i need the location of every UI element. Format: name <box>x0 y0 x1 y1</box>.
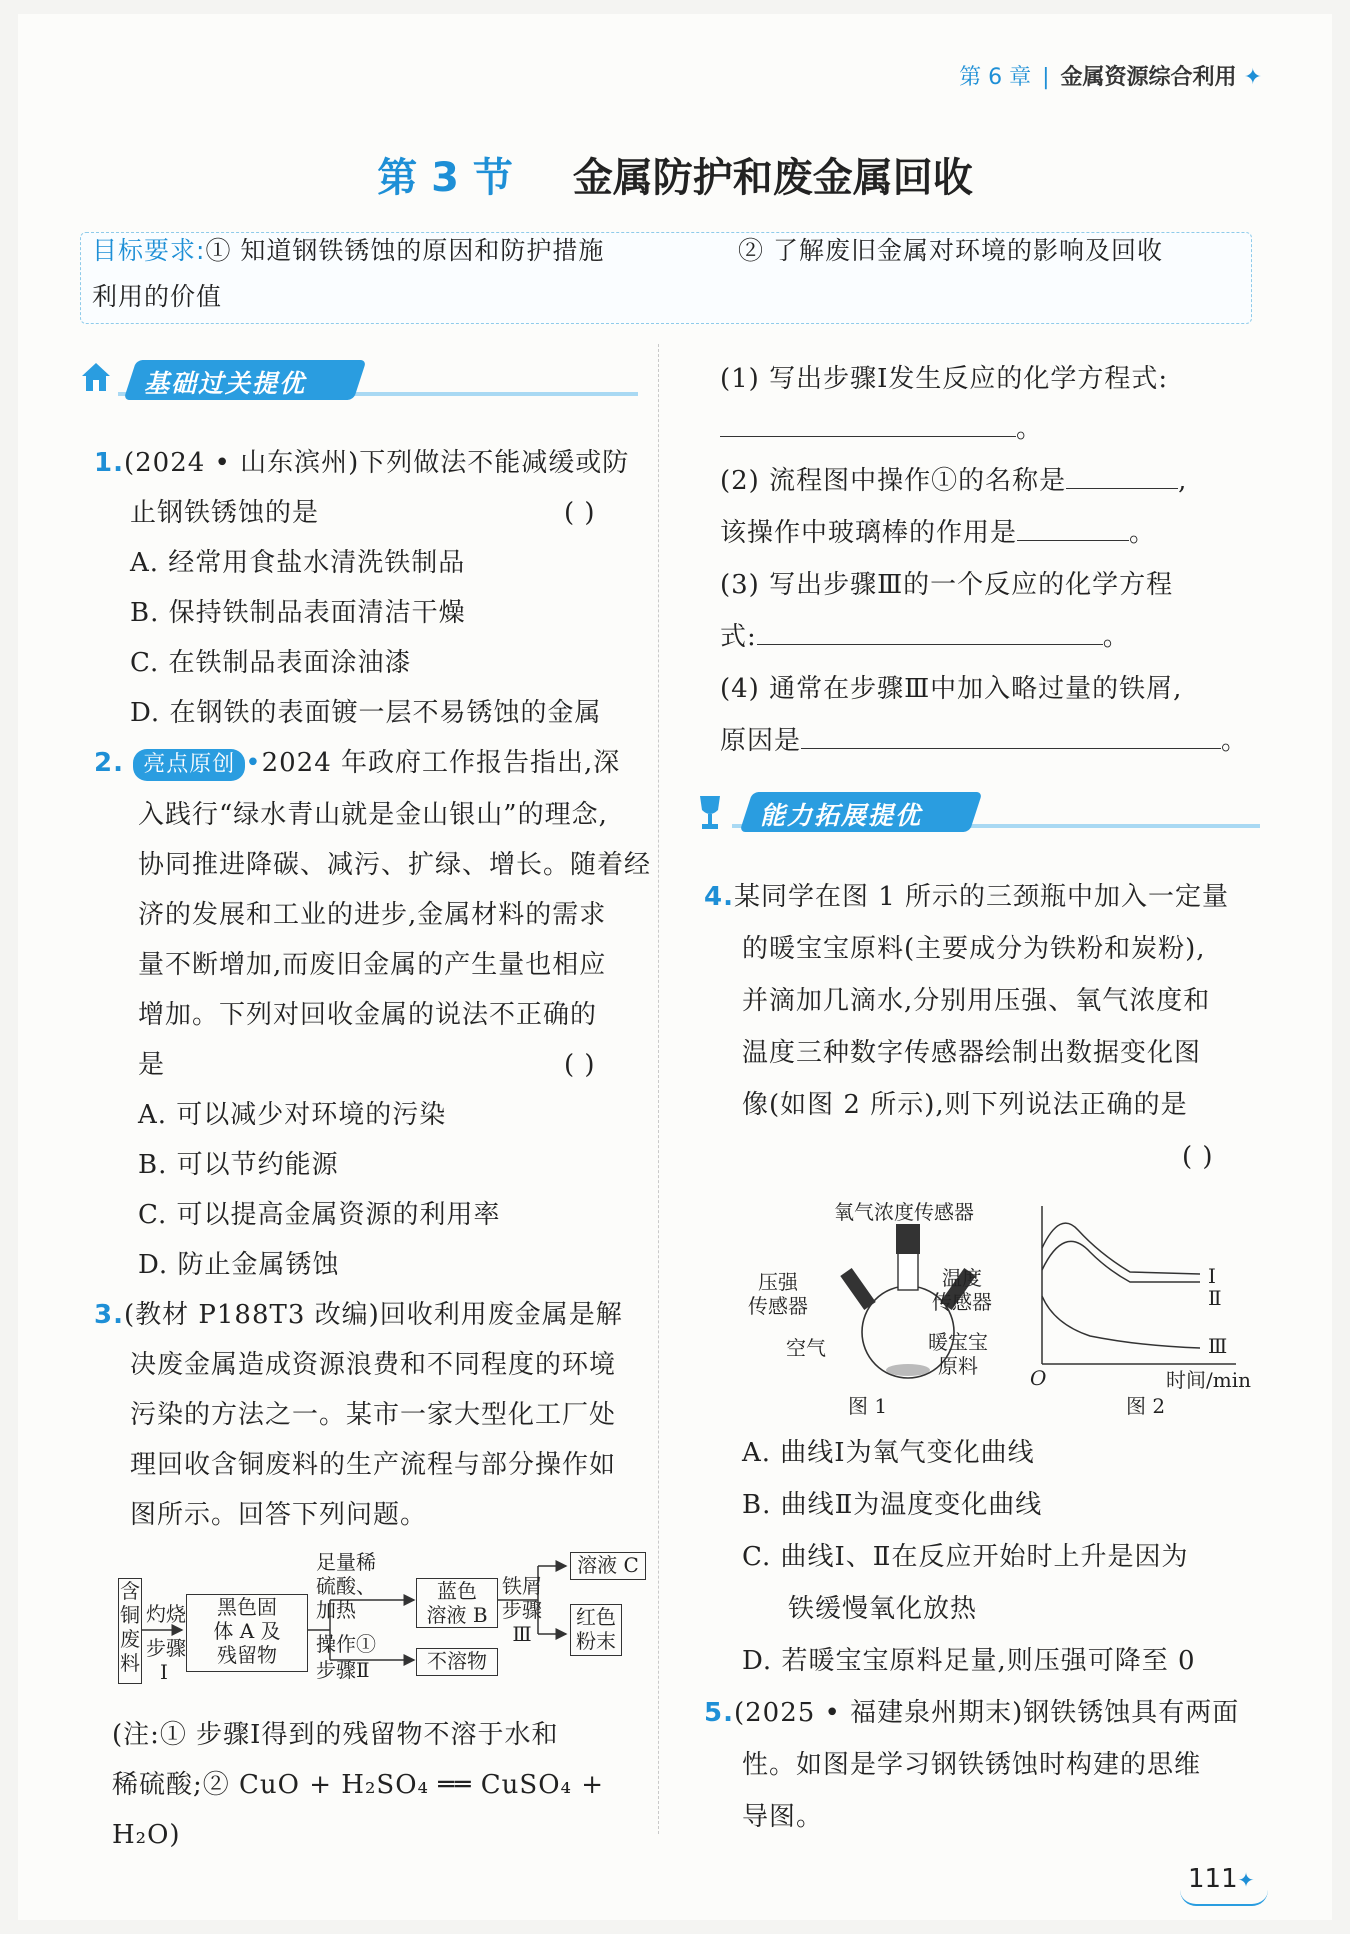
q2-line2: 入践行“绿水青山就是金山银山”的理念, <box>138 800 608 830</box>
flow-step2: 步骤Ⅱ <box>316 1658 370 1682</box>
goal-1: ① 知道钢铁锈蚀的原因和防护措施 <box>205 236 605 265</box>
q5-stem: (2025 • 福建泉州期末)钢铁锈蚀具有两面 <box>733 1698 1240 1728</box>
flow-acid <box>316 1550 376 1622</box>
original-badge: 亮点原创 <box>133 749 245 781</box>
flow-blue-solution <box>416 1578 498 1628</box>
q3-sub2-text2: 该操作中玻璃棒的作用是 <box>720 518 1018 548</box>
axis-x-label: 时间/min <box>1166 1368 1251 1392</box>
q2-number: 2. <box>94 748 124 778</box>
warm-line-1: 暖宝宝 <box>928 1330 988 1354</box>
q4-option-c: C. 曲线Ⅰ、Ⅱ在反应开始时上升是因为 <box>742 1542 1189 1572</box>
chapter-title: 金属资源综合利用 <box>1060 65 1237 90</box>
pressure-line-1: 压强 <box>758 1270 798 1294</box>
red-line-2: 粉末 <box>576 1629 616 1653</box>
q3-sub3-line1: (3) 写出步骤Ⅲ的一个反应的化学方程 <box>720 570 1174 600</box>
banner-advanced: 能力拓展提优 <box>760 801 923 830</box>
q1-option-d: D. 在钢铁的表面镀一层不易锈蚀的金属 <box>130 698 602 728</box>
flow-iron <box>502 1574 542 1646</box>
raw-char-2: 铜 <box>120 1603 140 1627</box>
q5-line3: 导图。 <box>742 1802 824 1832</box>
fig2-caption: 图 2 <box>1126 1394 1166 1418</box>
trophy-icon <box>692 792 728 832</box>
curve-label-1: Ⅰ <box>1208 1264 1216 1288</box>
q3-sub1: (1) 写出步骤Ⅰ发生反应的化学方程式: <box>720 364 1169 394</box>
q4-line1 <box>704 872 1229 922</box>
q4-line2: 的暖宝宝原料(主要成分为铁粉和炭粉), <box>742 934 1206 964</box>
q2-option-b: B. 可以节约能源 <box>138 1150 339 1180</box>
curve-label-2: Ⅱ <box>1208 1286 1222 1310</box>
q4-option-b: B. 曲线Ⅱ为温度变化曲线 <box>742 1490 1043 1520</box>
iron-line-1: 铁屑 <box>502 1574 542 1598</box>
q3-note3: H₂O) <box>112 1820 181 1850</box>
q2-line7: 是 <box>138 1050 166 1080</box>
page-number-arc <box>1180 1890 1268 1906</box>
acid-line-2: 硫酸、 <box>316 1574 376 1598</box>
q3-sub3-text: 式: <box>720 622 757 652</box>
chapter-separator: | <box>1042 65 1050 90</box>
temp-line-2: 传感器 <box>932 1290 992 1314</box>
blue-line-1: 蓝色 <box>437 1579 477 1603</box>
q3-sub4-blank[interactable] <box>801 720 1221 749</box>
temp-line-1: 温度 <box>942 1266 982 1290</box>
raw-char-1: 含 <box>120 1579 140 1603</box>
q1-option-a: A. 经常用食盐水清洗铁制品 <box>130 548 466 578</box>
q3-sub2-text: (2) 流程图中操作①的名称是 <box>720 466 1067 496</box>
q3-line1 <box>94 1290 623 1340</box>
q3-sub4-line2 <box>720 716 1248 766</box>
q1-option-c: C. 在铁制品表面涂油漆 <box>130 648 412 678</box>
axis-origin: O <box>1030 1366 1047 1390</box>
page-number-text: 111 <box>1188 1864 1238 1894</box>
q5-line2: 性。如图是学习钢铁锈蚀时构建的思维 <box>742 1750 1202 1780</box>
solid-line-1: 黑色固 <box>217 1595 277 1619</box>
flow-red-powder <box>570 1604 622 1656</box>
q3-note1: (注:① 步骤Ⅰ得到的残留物不溶于水和 <box>112 1720 559 1750</box>
chapter-header <box>959 60 1262 91</box>
q2-line4: 济的发展和工业的进步,金属材料的需求 <box>138 900 607 930</box>
q1-answer-paren: ( ) <box>564 498 596 528</box>
q3-sub2-comma: , <box>1178 466 1188 496</box>
q4-answer-paren: ( ) <box>1182 1142 1214 1172</box>
label-pressure-sensor <box>748 1270 808 1318</box>
label-temp-sensor <box>932 1266 992 1314</box>
label-warmer <box>928 1330 988 1378</box>
section-number: 第 3 节 <box>377 155 513 201</box>
q2-option-d: D. 防止金属锈蚀 <box>138 1250 340 1280</box>
q3-sub1-period: 。 <box>1016 414 1044 444</box>
chapter-number: 第 6 章 <box>959 65 1032 90</box>
q3-sub2-line1 <box>720 456 1187 506</box>
q3-sub3-blank[interactable] <box>757 616 1103 645</box>
curve-label-3: Ⅲ <box>1208 1334 1228 1358</box>
column-divider <box>658 344 659 1834</box>
acid-line-3: 加热 <box>316 1598 356 1622</box>
q3-sub1-answer <box>720 404 1043 454</box>
q3-line4: 理回收含铜废料的生产流程与部分操作如 <box>130 1450 617 1480</box>
q3-sub3-line2 <box>720 612 1130 662</box>
solid-line-2: 体 A 及 <box>213 1619 281 1643</box>
q3-sub2-period: 。 <box>1129 518 1157 548</box>
q5-line1 <box>704 1688 1239 1738</box>
section-title <box>18 146 1332 203</box>
goal-2: ② 了解废旧金属对环境的影响及回收 <box>738 236 1163 265</box>
q2-option-a: A. 可以减少对环境的污染 <box>138 1100 447 1130</box>
q4-line4: 温度三种数字传感器绘制出数据变化图 <box>742 1038 1202 1068</box>
flow-solid-a <box>186 1594 308 1672</box>
q3-sub2-line2 <box>720 508 1156 558</box>
goals-line1 <box>92 226 604 276</box>
q3-sub3-period: 。 <box>1102 622 1130 652</box>
flow-step1-top: 灼烧 <box>146 1602 186 1626</box>
q3-stem: (教材 P188T3 改编)回收利用废金属是解 <box>123 1300 623 1330</box>
label-o2-sensor: 氧气浓度传感器 <box>834 1200 974 1224</box>
pressure-line-2: 传感器 <box>748 1294 808 1318</box>
q3-sub4-text: 原因是 <box>720 726 802 756</box>
q4-number: 4. <box>704 882 734 912</box>
q4-option-d: D. 若暖宝宝原料足量,则压强可降至 0 <box>742 1646 1196 1676</box>
q3-sub2-blank2[interactable] <box>1017 512 1129 541</box>
raw-char-3: 废 <box>120 1627 140 1651</box>
q3-sub4-line1: (4) 通常在步骤Ⅲ中加入略过量的铁屑, <box>720 674 1183 704</box>
q3-note2: 稀硫酸;② CuO + H₂SO₄ ══ CuSO₄ + <box>112 1770 605 1800</box>
q2-answer-paren: ( ) <box>564 1050 596 1080</box>
q2-line6: 增加。下列对回收金属的说法不正确的 <box>138 1000 598 1030</box>
q3-sub1-blank[interactable] <box>720 408 1016 437</box>
q3-line2: 决废金属造成资源浪费和不同程度的环境 <box>130 1350 617 1380</box>
flow-operation-1: 操作① <box>316 1632 376 1656</box>
q2-line1 <box>94 738 620 788</box>
q2-line5: 量不断增加,而废旧金属的产生量也相应 <box>138 950 607 980</box>
q4-option-a: A. 曲线Ⅰ为氧气变化曲线 <box>742 1438 1035 1468</box>
flow-step1-bottom: 步骤 <box>146 1636 186 1660</box>
fig1-caption: 图 1 <box>848 1394 888 1418</box>
q2-line3: 协同推进降碳、减污、扩绿、增长。随着经 <box>138 850 652 880</box>
q1-number: 1. <box>94 448 124 478</box>
flow-insoluble: 不溶物 <box>416 1648 498 1676</box>
q4-stem: 某同学在图 1 所示的三颈瓶中加入一定量 <box>733 882 1230 912</box>
iron-line-2: 步骤 <box>502 1598 542 1622</box>
q1-line2: 止钢铁锈蚀的是 <box>130 498 320 528</box>
q4-option-c-cont: 铁缓慢氧化放热 <box>788 1594 978 1624</box>
q4-line3: 并滴加几滴水,分别用压强、氧气浓度和 <box>742 986 1211 1016</box>
flow-step1-num: Ⅰ <box>160 1660 168 1684</box>
q3-line3: 污染的方法之一。某市一家大型化工厂处 <box>130 1400 617 1430</box>
goals-line2: 利用的价值 <box>92 282 223 311</box>
q5-number: 5. <box>704 1698 734 1728</box>
goals-label: 目标要求: <box>92 236 206 265</box>
warm-line-2: 原料 <box>938 1354 978 1378</box>
solid-line-3: 残留物 <box>217 1643 277 1667</box>
q3-sub2-blank1[interactable] <box>1066 460 1178 489</box>
label-air: 空气 <box>786 1336 826 1360</box>
section-name: 金属防护和废金属回收 <box>572 155 973 201</box>
home-icon <box>78 358 114 394</box>
flow-solution-c: 溶液 C <box>570 1552 646 1580</box>
acid-line-1: 足量稀 <box>316 1550 376 1574</box>
q2-option-c: C. 可以提高金属资源的利用率 <box>138 1200 501 1230</box>
q1-option-b: B. 保持铁制品表面清洁干燥 <box>130 598 466 628</box>
iron-line-3: Ⅲ <box>512 1622 532 1646</box>
q4-line5: 像(如图 2 所示),则下列说法正确的是 <box>742 1090 1188 1120</box>
dot-icon: • <box>245 748 262 778</box>
q3-line5: 图所示。回答下列问题。 <box>130 1500 428 1530</box>
q1-line1 <box>94 438 629 488</box>
q3-sub4-period: 。 <box>1221 726 1249 756</box>
raw-char-4: 料 <box>120 1651 140 1675</box>
sparkle-icon: ✦ <box>1237 1868 1255 1892</box>
q2-stem: 2024 年政府工作报告指出,深 <box>261 748 621 778</box>
flow-raw-material <box>118 1578 142 1684</box>
q1-stem: (2024 • 山东滨州)下列做法不能减缓或防 <box>123 448 630 478</box>
red-line-1: 红色 <box>576 1605 616 1629</box>
page <box>18 14 1332 1920</box>
flask-drawing <box>798 1210 1028 1380</box>
blue-line-2: 溶液 B <box>426 1603 488 1627</box>
sparkle-icon: ✦ <box>1243 65 1262 90</box>
q3-number: 3. <box>94 1300 124 1330</box>
banner-basic: 基础过关提优 <box>144 369 307 398</box>
